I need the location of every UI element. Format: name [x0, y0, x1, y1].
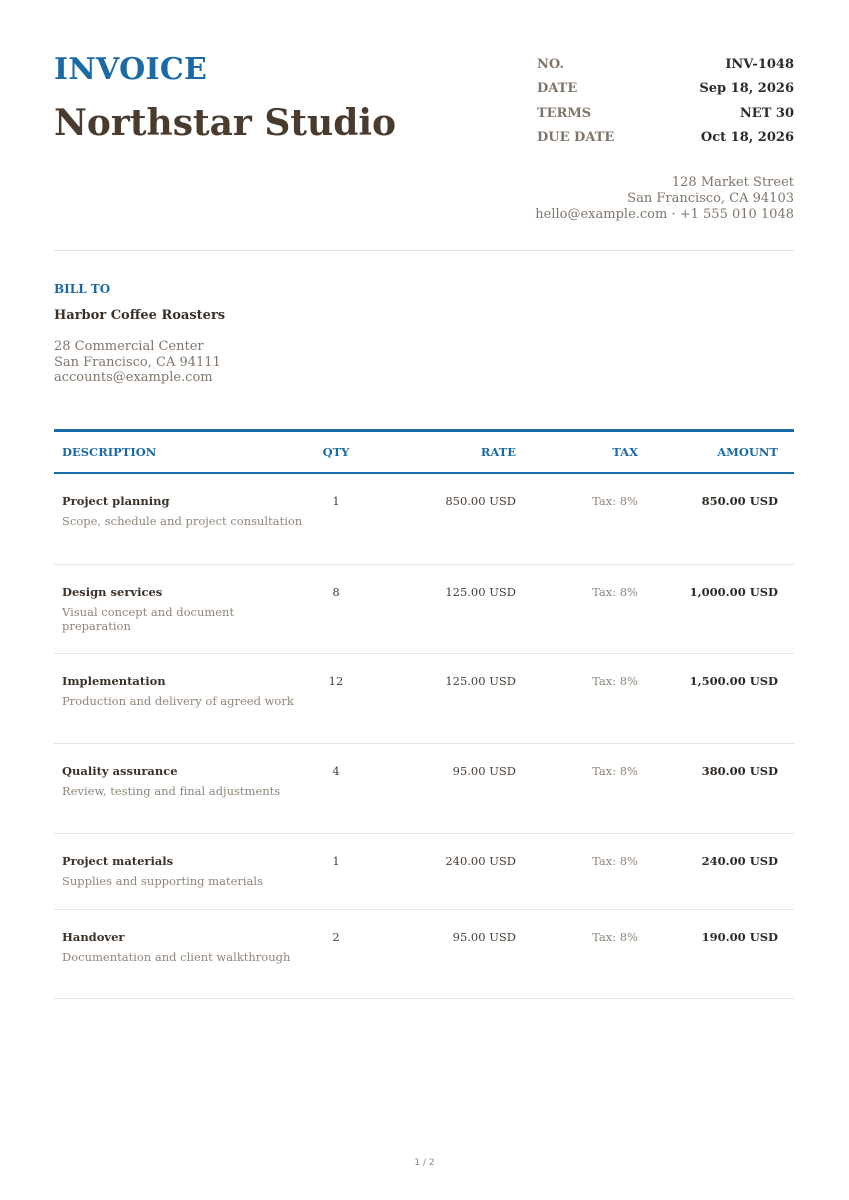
- invoice-date: Sep 18, 2026: [699, 81, 794, 97]
- item-description: Visual concept and document preparation: [62, 605, 235, 633]
- table-row: [54, 744, 794, 834]
- page-number: 1 / 2: [414, 1158, 435, 1168]
- item-description: Documentation and client walkthrough: [62, 950, 291, 964]
- item-rate: 95.00 USD: [452, 764, 516, 778]
- item-name: Handover: [62, 930, 125, 944]
- item-description: Review, testing and final adjustments: [62, 784, 281, 798]
- header-description: DESCRIPTION: [62, 445, 157, 459]
- header-tax: TAX: [612, 445, 638, 459]
- item-qty: 2: [332, 930, 340, 944]
- item-name: Implementation: [62, 674, 166, 688]
- item-description: Production and delivery of agreed work: [62, 694, 294, 708]
- table-row: [54, 474, 794, 565]
- seller-address-line: 128 Market Street: [671, 175, 794, 190]
- invoice-page: [54, 0, 794, 1200]
- item-cell: [54, 764, 304, 798]
- table-row: [54, 654, 794, 744]
- item-amount: 240.00 USD: [701, 854, 778, 868]
- item-amount: 1,500.00 USD: [689, 674, 778, 688]
- meta-row-due-date: [537, 126, 794, 151]
- header-rate: RATE: [480, 445, 516, 459]
- item-name: Quality assurance: [62, 764, 178, 778]
- item-amount: 190.00 USD: [701, 930, 778, 944]
- invoice-title: INVOICE: [54, 52, 208, 87]
- meta-row-terms: [537, 101, 794, 126]
- item-amount: 850.00 USD: [701, 494, 778, 508]
- item-cell: [54, 930, 304, 964]
- item-tax: Tax: 8%: [592, 854, 638, 868]
- invoice-meta: [537, 52, 794, 150]
- item-tax: Tax: 8%: [592, 764, 638, 778]
- table-row: [54, 910, 794, 999]
- bill-to-email: accounts@example.com: [54, 370, 213, 385]
- item-tax: Tax: 8%: [592, 494, 638, 508]
- company-name: Northstar Studio: [54, 102, 397, 144]
- item-description: Scope, schedule and project consultation: [62, 514, 303, 528]
- table-header: [54, 429, 794, 474]
- item-amount: 1,000.00 USD: [689, 585, 778, 599]
- line-items-table: [54, 429, 794, 999]
- header-qty: QTY: [322, 445, 350, 459]
- header-divider: [54, 250, 794, 251]
- item-qty: 12: [328, 674, 344, 688]
- item-name: Project materials: [62, 854, 174, 868]
- item-cell: [54, 674, 304, 708]
- meta-label: NO.: [537, 56, 564, 72]
- seller-contact: hello@example.com · +1 555 010 1048: [535, 207, 794, 222]
- item-cell: [54, 494, 304, 528]
- seller-address-line: San Francisco, CA 94103: [627, 191, 794, 206]
- item-cell: [54, 585, 304, 633]
- meta-label: TERMS: [537, 105, 592, 121]
- bill-to-address: [54, 339, 221, 386]
- meta-row-date: [537, 77, 794, 102]
- item-description: Supplies and supporting materials: [62, 874, 263, 888]
- item-rate: 125.00 USD: [445, 585, 516, 599]
- header-amount: AMOUNT: [717, 445, 778, 459]
- invoice-number: INV-1048: [725, 56, 794, 72]
- item-rate: 125.00 USD: [445, 674, 516, 688]
- item-name: Project planning: [62, 494, 170, 508]
- table-row: [54, 565, 794, 654]
- seller-address: [535, 175, 794, 223]
- table-row: [54, 834, 794, 910]
- meta-row-number: [537, 52, 794, 77]
- bill-to-address-line: 28 Commercial Center: [54, 339, 204, 354]
- invoice-terms: NET 30: [739, 105, 794, 121]
- meta-label: DUE DATE: [537, 130, 615, 146]
- bill-to-address-line: San Francisco, CA 94111: [54, 354, 221, 370]
- item-cell: [54, 854, 304, 888]
- item-tax: Tax: 8%: [592, 930, 638, 944]
- item-rate: 240.00 USD: [445, 854, 516, 868]
- item-tax: Tax: 8%: [592, 585, 638, 599]
- bill-to-label: BILL TO: [54, 282, 111, 296]
- item-qty: 1: [332, 854, 340, 868]
- item-amount: 380.00 USD: [701, 764, 778, 778]
- item-qty: 4: [332, 764, 340, 778]
- item-rate: 95.00 USD: [452, 930, 516, 944]
- invoice-due-date: Oct 18, 2026: [700, 130, 794, 146]
- bill-to-name: Harbor Coffee Roasters: [54, 308, 226, 323]
- item-qty: 8: [332, 585, 340, 599]
- meta-label: DATE: [537, 81, 578, 97]
- item-qty: 1: [332, 494, 340, 508]
- item-tax: Tax: 8%: [592, 674, 638, 688]
- item-rate: 850.00 USD: [445, 494, 516, 508]
- item-name: Design services: [62, 585, 163, 599]
